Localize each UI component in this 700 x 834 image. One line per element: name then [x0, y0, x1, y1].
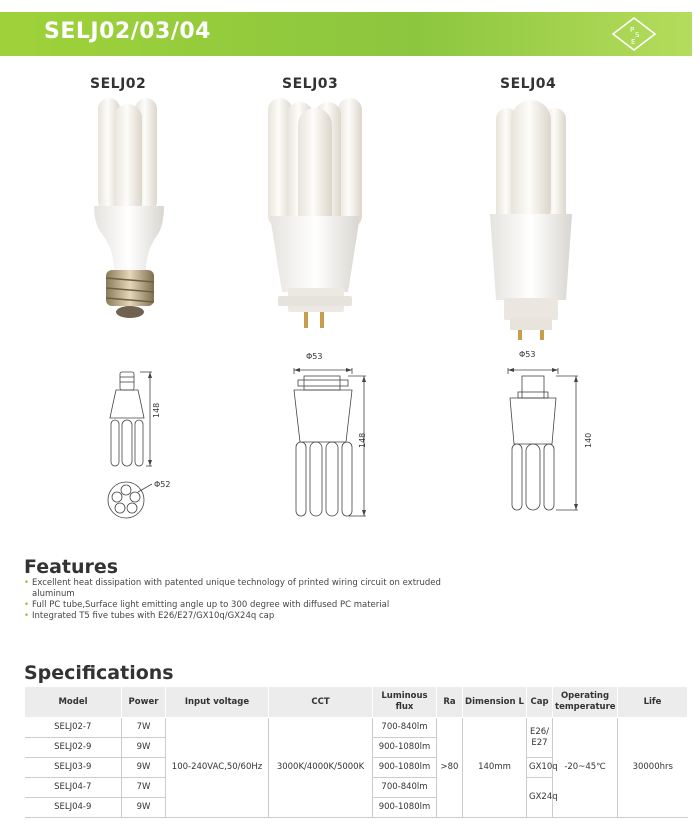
model-cell: SELJ04-7 — [25, 778, 122, 798]
selj02-height-dimension: 148 — [152, 402, 161, 418]
specifications-heading: Specifications — [24, 662, 174, 684]
product-label-selj02: SELJ02 — [90, 76, 147, 92]
model-cell: SELJ02-7 — [25, 718, 122, 738]
power-cell: 9W — [122, 738, 166, 758]
model-cell: SELJ03-9 — [25, 758, 122, 778]
power-cell: 7W — [122, 718, 166, 738]
column-header: Power — [122, 687, 166, 718]
selj04-product-photo — [486, 94, 576, 344]
column-header: Dimension L — [463, 687, 527, 718]
column-header: Ra — [437, 687, 463, 718]
svg-text:P: P — [630, 26, 635, 34]
column-header: Operating temperature — [553, 687, 618, 718]
model-cell: SELJ04-9 — [25, 798, 122, 818]
product-label-selj04: SELJ04 — [500, 76, 557, 92]
svg-text:S: S — [635, 31, 640, 39]
temperature-cell: -20~45℃ — [553, 718, 618, 818]
features-list — [24, 578, 444, 622]
feature-item: • Full PC tube,Surface light emitting angle up to 300 degree with diffused PC material — [24, 600, 444, 611]
svg-text:E: E — [631, 38, 636, 46]
features-heading: Features — [24, 556, 119, 578]
selj04-height-dimension: 140 — [584, 432, 593, 448]
feature-item: • Integrated T5 five tubes with E26/E27/GX10q/GX24q cap — [24, 611, 444, 622]
cct-cell: 3000K/4000K/5000K — [269, 718, 373, 818]
pse-mark-icon — [609, 14, 659, 54]
power-cell: 9W — [122, 758, 166, 778]
cap-cell: GX24q — [527, 778, 553, 818]
flux-cell: 900-1080lm — [373, 798, 437, 818]
column-header: CCT — [269, 687, 373, 718]
model-cell: SELJ02-9 — [25, 738, 122, 758]
ra-cell: >80 — [437, 718, 463, 818]
flux-cell: 900-1080lm — [373, 758, 437, 778]
table-header-row — [25, 687, 688, 718]
selj03-diameter-dimension: Φ53 — [306, 352, 323, 361]
selj02-dimension-drawing — [100, 368, 190, 538]
dimension-cell: 140mm — [463, 718, 527, 818]
selj02-diameter-dimension: Φ52 — [154, 480, 171, 489]
table-row — [25, 718, 688, 738]
page-title: SELJ02/03/04 — [44, 19, 211, 44]
flux-cell: 700-840lm — [373, 718, 437, 738]
flux-cell: 900-1080lm — [373, 738, 437, 758]
life-cell: 30000hrs — [618, 718, 688, 818]
column-header: Life — [618, 687, 688, 718]
selj02-product-photo — [80, 94, 180, 326]
column-header: Model — [25, 687, 122, 718]
flux-cell: 700-840lm — [373, 778, 437, 798]
specifications-table — [24, 686, 688, 818]
power-cell: 7W — [122, 778, 166, 798]
cap-cell: GX10q — [527, 758, 553, 778]
selj03-height-dimension: 148 — [358, 432, 367, 448]
product-label-selj03: SELJ03 — [282, 76, 339, 92]
selj03-product-photo — [260, 94, 370, 334]
input-voltage-cell: 100-240VAC,50/60Hz — [166, 718, 269, 818]
column-header: Cap — [527, 687, 553, 718]
selj04-diameter-dimension: Φ53 — [519, 350, 536, 359]
cap-cell: E26/ E27 — [527, 718, 553, 758]
column-header: Input voltage — [166, 687, 269, 718]
selj04-dimension-drawing — [500, 362, 590, 522]
column-header: Luminous flux — [373, 687, 437, 718]
feature-item: • Excellent heat dissipation with patented unique technology of printed wiring circuit on extruded aluminum — [24, 578, 444, 600]
title-banner — [0, 12, 692, 56]
power-cell: 9W — [122, 798, 166, 818]
